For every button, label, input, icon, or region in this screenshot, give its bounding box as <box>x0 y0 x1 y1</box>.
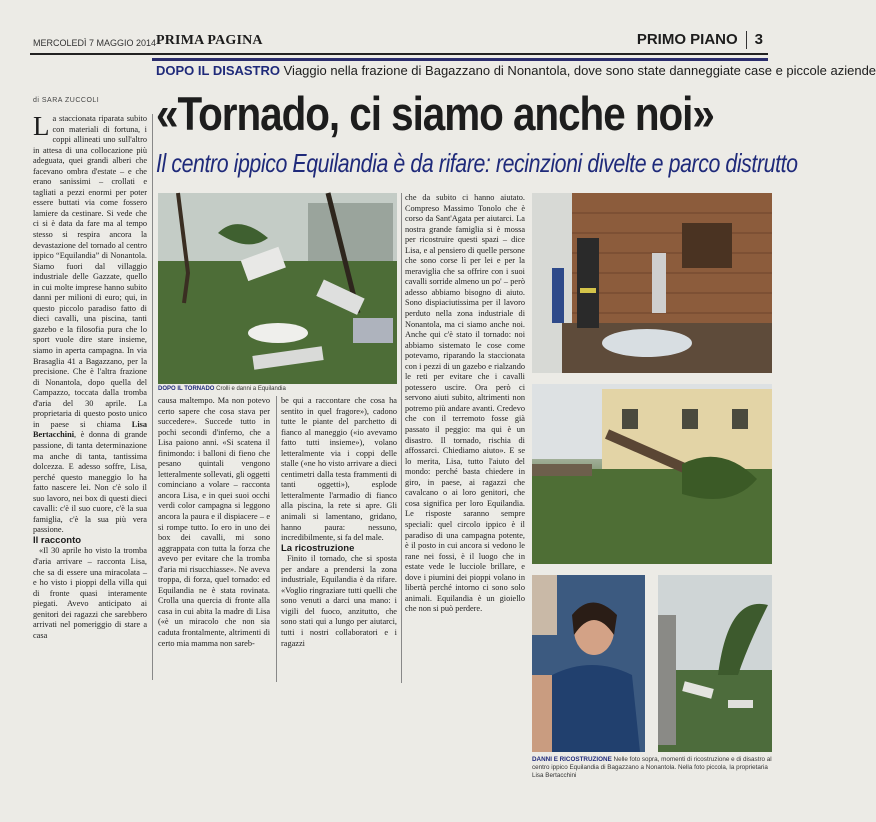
photo-fallen-tree <box>532 384 772 564</box>
kicker-label: DOPO IL DISASTRO <box>156 63 280 78</box>
person-name: Lisa Bertacchini <box>33 419 148 440</box>
kicker-bar <box>152 58 768 61</box>
paragraph-text: , è donna di grande passione, di tanta determinazione ma anche di tanta, tantissima dolcezza. E adesso soffre, Lisa, perché questo maneggio lo ha fatto nascere lei. Non c'è solo il suo lavoro, nei box di questi dieci cavalli: c'è il suo cuore, c'è la sua famiglia, c'è la sua più vera passione. <box>33 430 147 535</box>
photo-damage-garden <box>158 193 397 384</box>
paragraph: causa maltempo. Ma non potevo certo sapere che cosa stava per succedere». Succede tutto in pochi secondi d'inferno, che a Lisa paiono anni. «Si scatena il finimondo: i balloni di fieno che pesano quintali vengono letteralmente sollevati, gli oggetti cominciano a volare – racconta ancora Lisa, e in quei suoi occhi verdi color campagna si leggono ancora la paura e il dispiacere – e si rompe tutto. Io ero in uno dei box dei cavalli, mi sono aggrappata con tutta la forza che avevo per evitare che la tromba d'aria mi risucchiasse». Ne aveva troppa, di forza, quel tornado: ed Equilandia ne è stata rovinata. Crolla una quercia di fronte alla casa in cui abita la madre di Lisa («è un miracolo che non sia caduta frontalmente, altrimenti di certo mia mamma non sareb- <box>158 396 270 648</box>
page-header-right <box>637 31 763 49</box>
column-rule <box>276 396 277 682</box>
article-column-2 <box>158 396 270 682</box>
photo-damaged-yard <box>658 575 772 752</box>
photo-caption-small <box>158 386 286 392</box>
header-rule <box>30 53 768 55</box>
column-rule <box>401 193 402 683</box>
column-rule <box>152 114 153 680</box>
caption-label: DOPO IL TORNADO <box>158 386 215 392</box>
kicker <box>156 63 876 78</box>
paragraph: be qui a raccontare che cosa ha sentito in quel fragore»), cadono tutte le piante del parchetto di fianco al maneggio («io avevamo fatto tutti insieme»), volano letteralmente via i coppi delle stalle («ne ho visto arrivare a dieci centimetri dalla testa frammenti di tanti oggetti»), esplode letteralmente l'armadio di fianco alla piscina, la rete si apre. Gli animali si lamentano, gridano, hanno paura: nessuno, incredibilmente, si fa del male. <box>281 396 397 543</box>
kicker-text: Viaggio nella frazione di Bagazzano di Nonantola, dove sono state danneggiate case e piccole aziende <box>283 63 876 78</box>
paragraph-text: a staccionata riparata subito con materiali di fortuna, i coppi allineati uno sull'altro in attesa di una collocazione più adeguata, quei grandi alberi che facevano ombra d'estate – e che erano sanissimi – crollati e tagliati a pezzi enormi per poter essere buttati via come fossero lamiere da cestinare. Si vede che ci si è data da fare ma al tempo stesso si respira ancora la devastazione del tornado al centro ippico “Equilandia” di Nonantola. Siamo fuori dal villaggio industriale delle Gazzate, quello in cui molte imprese hanno subito danni per milioni di euro; qui, in questo piccolo paradiso fatto di dieci cavalli, una piscina, tanti gazebo e la filosofia pura che lo sport vuole dire stare insieme, siamo in aperta campagna. In via Brasaglia 41 a Bagazzano, per la precisione. Che è l'altra frazione di Nonantola, dopo quella del Campazzo, toccata dalla tromba d'aria del 30 aprile. La proprietaria di questo posto unico in paese si chiama <box>33 114 147 429</box>
section-name: PRIMA PAGINA <box>156 33 263 48</box>
caption-text: Crolli e danni a Equilandia <box>216 386 286 392</box>
byline: di SARA ZUCCOLI <box>33 97 100 104</box>
header-separator <box>746 31 747 49</box>
photo-yard-illustration <box>658 575 772 752</box>
headline: «Tornado, ci siamo anche noi» <box>156 87 714 140</box>
page-number: 3 <box>754 31 763 48</box>
subheadline: Il centro ippico Equilandia è da rifare: recinzioni divelte e parco distrutto <box>156 148 798 178</box>
paragraph: che da subito ci hanno aiutato. Compreso Massimo Tonolo che è corso da Sant'Agata per aiutarci. La nostra grande famiglia si è mossa per ricostruire questi spazi – dice Lisa, e al pensiero di quelle persone che sono corse lì per lei e per la meraviglia che sa offrire con i suoi cavalli sorride almeno un po' – però adesso abbiamo bisogno di aiuto. Sono dispiaciutissima per il lavoro perduto nella zona industriale di Nonantola, ma ci siamo anche noi. Anche qui c'è stato il tornado: noi abbiamo sistemato le cose come potevamo, riparando la staccionata con i pezzi di un gazebo e rialzando le reti per evitare che i cavalli potessero uscire. Ora però ci servono aiuti subito, altrimenti non potremo più andare avanti. Credevo che con il terremoto fosse già passato il peggio: ma qui è un disastro. Il tornado, rischia di affossarci. Chiediamo aiuto». E se lo merita, Lisa, tutto l'aiuto del mondo: perché basta chiedere in giro, in paese, ai ragazzi che cavalcano o ai loro genitori, che cosa significa per loro Equilandia. Le risposte saranno sempre speciali: quel circolo ippico è il paradiso di una campagna potente, è il posto in cui ancora si vedono le rane nei fossi, è il luogo che in estate vede le lucciole brillare, e dove i piumini dei pioppi volano in libertà perché intorno ci sono solo animali. Equilandia è un gioiello che non si può perdere. <box>405 193 525 614</box>
issue-date: MERCOLEDÌ 7 MAGGIO 2014 <box>33 38 157 48</box>
paragraph: Finito il tornado, che si sposta per andare a prendersi la zona industriale, Equilandia è da rifare. «Voglio ringraziare tutti quelli che sono venuti a darci una mano: i vigili del fuoco, anzitutto, che sono stati qui a lungo per aiutarci, tutti i nostri collaboratori e i ragazzi <box>281 554 397 648</box>
photo-owner-portrait <box>532 575 645 752</box>
photo-garden-illustration <box>158 193 397 384</box>
photo-caption-main <box>532 756 772 780</box>
section-heading: La ricostruzione <box>281 542 355 554</box>
caption-label: DANNI E RICOSTRUZIONE <box>532 756 612 763</box>
article-column-1 <box>33 111 148 680</box>
paragraph <box>33 111 148 536</box>
photo-portrait-illustration <box>532 575 645 752</box>
caption-text: Nelle foto sopra, momenti di ricostruzione e di disastro al centro ippico Equilandia di Bagazzano a Nonantola. Nella foto piccola, la proprietaria Lisa Bertacchini <box>532 756 772 779</box>
paragraph: «Il 30 aprile ho visto la tromba d'aria arrivare – racconta Lisa, che sa di essere una miracolata – e ho visto i pioppi della villa qui di fronte quasi interamente piegati. Avevo anticipato ai genitori dei ragazzi che sarebbero arrivati nel pomeriggio di stare a casa <box>33 546 147 640</box>
drop-cap: L <box>33 111 50 141</box>
photo-firefighters-wood-house <box>532 193 772 373</box>
article-column-4 <box>405 193 525 683</box>
right-section-name: PRIMO PIANO <box>636 31 738 48</box>
section-heading: Il racconto <box>33 534 82 546</box>
photo-tree-illustration <box>532 384 772 564</box>
photo-house-illustration <box>532 193 772 373</box>
article-column-3 <box>281 396 397 682</box>
